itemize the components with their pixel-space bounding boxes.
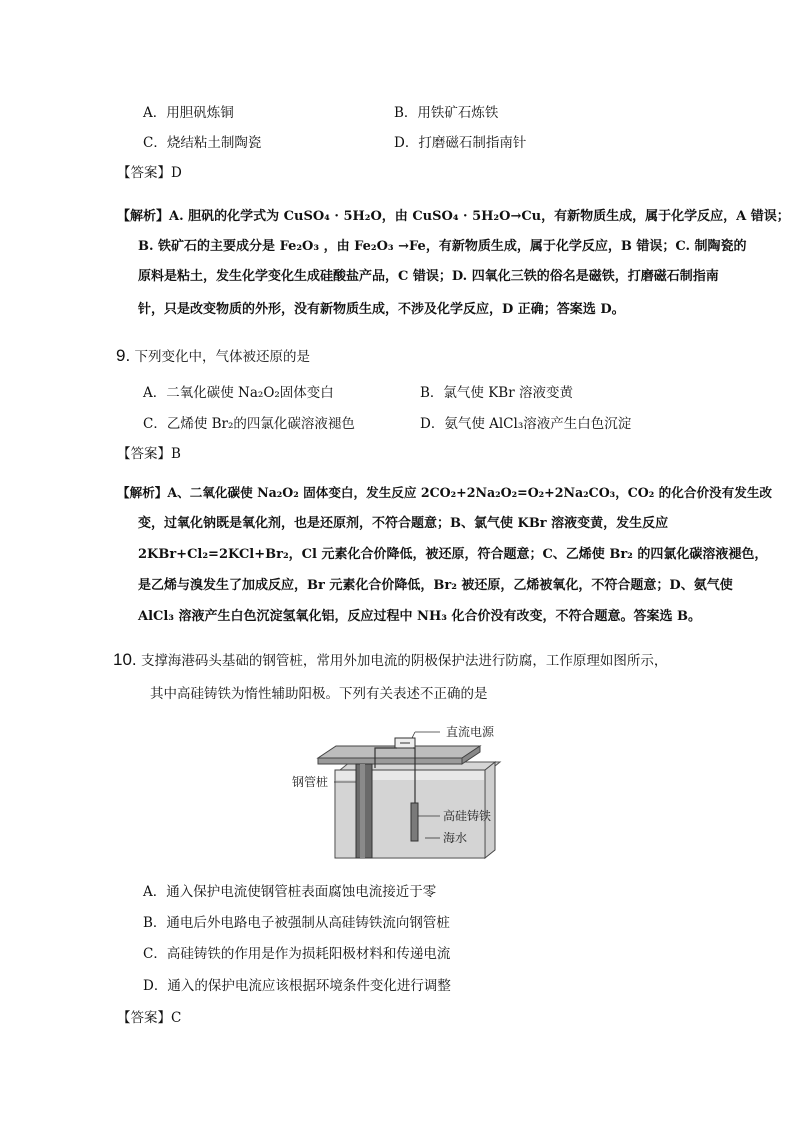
q8-analysis-line-1: 【解析】A. 胆矾的化学式为 CuSO₄ · 5H₂O，由 CuSO₄ · 5H₂O→Cu，有新物质生成，属于化学反应，A 错误；: [117, 209, 790, 224]
platform-front: [318, 758, 462, 764]
q9-analysis-line-3: 2KBr+Cl₂=2KCl+Br₂，Cl 元素化合价降低，被还原，符合题意；C、乙烯使 Br₂ 的四氯化碳溶液褪色，: [138, 547, 768, 562]
q9-option-d: D．氨气使 AlCl₃溶液产生白色沉淀: [420, 416, 632, 432]
q10-number: 10.: [113, 650, 137, 669]
q9-option-b: B．氯气使 KBr 溶液变黄: [420, 385, 573, 401]
q9-stem: [116, 346, 310, 367]
q8-option-d: D．打磨磁石制指南针: [394, 135, 527, 151]
steel-pile-highlight: [360, 764, 365, 858]
q9-analysis-line-5: AlCl₃ 溶液产生白色沉淀氢氧化铝，反应过程中 NH₃ 化合价没有改变，不符合题意。答案选 B。: [138, 609, 701, 624]
q8-analysis-line-2: B. 铁矿石的主要成分是 Fe₂O₃ ，由 Fe₂O₃ →Fe，有新物质生成，属于化学反应，B 错误；C. 制陶瓷的: [138, 239, 747, 254]
label-anode: 高硅铸铁: [443, 809, 492, 823]
q9-option-a: A．二氧化碳使 Na₂O₂固体变白: [143, 385, 334, 401]
q10-option-a: A．通入保护电流使钢管桩表面腐蚀电流接近于零: [143, 884, 437, 900]
q10-stem-text-1: 支撑海港码头基础的钢管桩，常用外加电流的阴极保护法进行防腐，工作原理如图所示，: [140, 653, 668, 669]
q8-option-c: C．烧结粘土制陶瓷: [143, 135, 262, 151]
q9-analysis-line-4: 是乙烯与溴发生了加成反应，Br 元素化合价降低，Br₂ 被还原，乙烯被氧化，不符合题意；D、氨气使: [138, 578, 733, 593]
q8-option-b: B．用铁矿石炼铁: [394, 105, 499, 121]
q9-option-c: C．乙烯使 Br₂的四氯化碳溶液褪色: [143, 416, 355, 432]
q10-stem-line-1: [113, 650, 667, 671]
label-power: 直流电源: [446, 725, 495, 739]
q10-option-b: B．通电后外电路电子被强制从高硅铸铁流向钢管桩: [143, 915, 450, 931]
q9-analysis-line-2: 变，过氧化钠既是氧化剂，也是还原剂，不符合题意；B、氯气使 KBr 溶液变黄，发生反应: [138, 516, 669, 531]
q10-option-c: C．高硅铸铁的作用是作为损耗阳极材料和传递电流: [143, 946, 451, 962]
q8-option-a: A．用胆矾炼铜: [143, 105, 234, 121]
cathodic-protection-diagram: [290, 718, 510, 868]
label-sea: 海水: [443, 831, 468, 845]
label-pile: 钢管桩: [292, 775, 329, 789]
q8-analysis-line-3: 原料是粘土，发生化学变化生成硅酸盐产品，C 错误；D. 四氧化三铁的俗名是磁铁，打磨磁石制指南: [138, 269, 719, 284]
callout-power-tick: [412, 732, 415, 738]
q8-answer: 【答案】D: [117, 165, 182, 181]
silicon-iron-anode: [411, 803, 418, 841]
q10-stem-line-2: 其中高硅铸铁为惰性辅助阳极。下列有关表述不正确的是: [150, 686, 488, 702]
q10-answer: 【答案】C: [117, 1010, 182, 1026]
q9-stem-text: 下列变化中，气体被还原的是: [134, 349, 310, 365]
q9-number: 9.: [116, 346, 131, 365]
q9-analysis-line-1: 【解析】A、二氧化碳使 Na₂O₂ 固体变白，发生反应 2CO₂+2Na₂O₂=O₂+2Na₂CO₃，CO₂ 的化合价没有发生改: [117, 485, 773, 500]
q8-analysis-line-4: 针，只是改变物质的外形，没有新物质生成，不涉及化学反应，D 正确；答案选 D。: [138, 302, 625, 317]
q10-option-d: D．通入的保护电流应该根据环境条件变化进行调整: [143, 978, 451, 994]
q9-answer: 【答案】B: [117, 446, 181, 462]
